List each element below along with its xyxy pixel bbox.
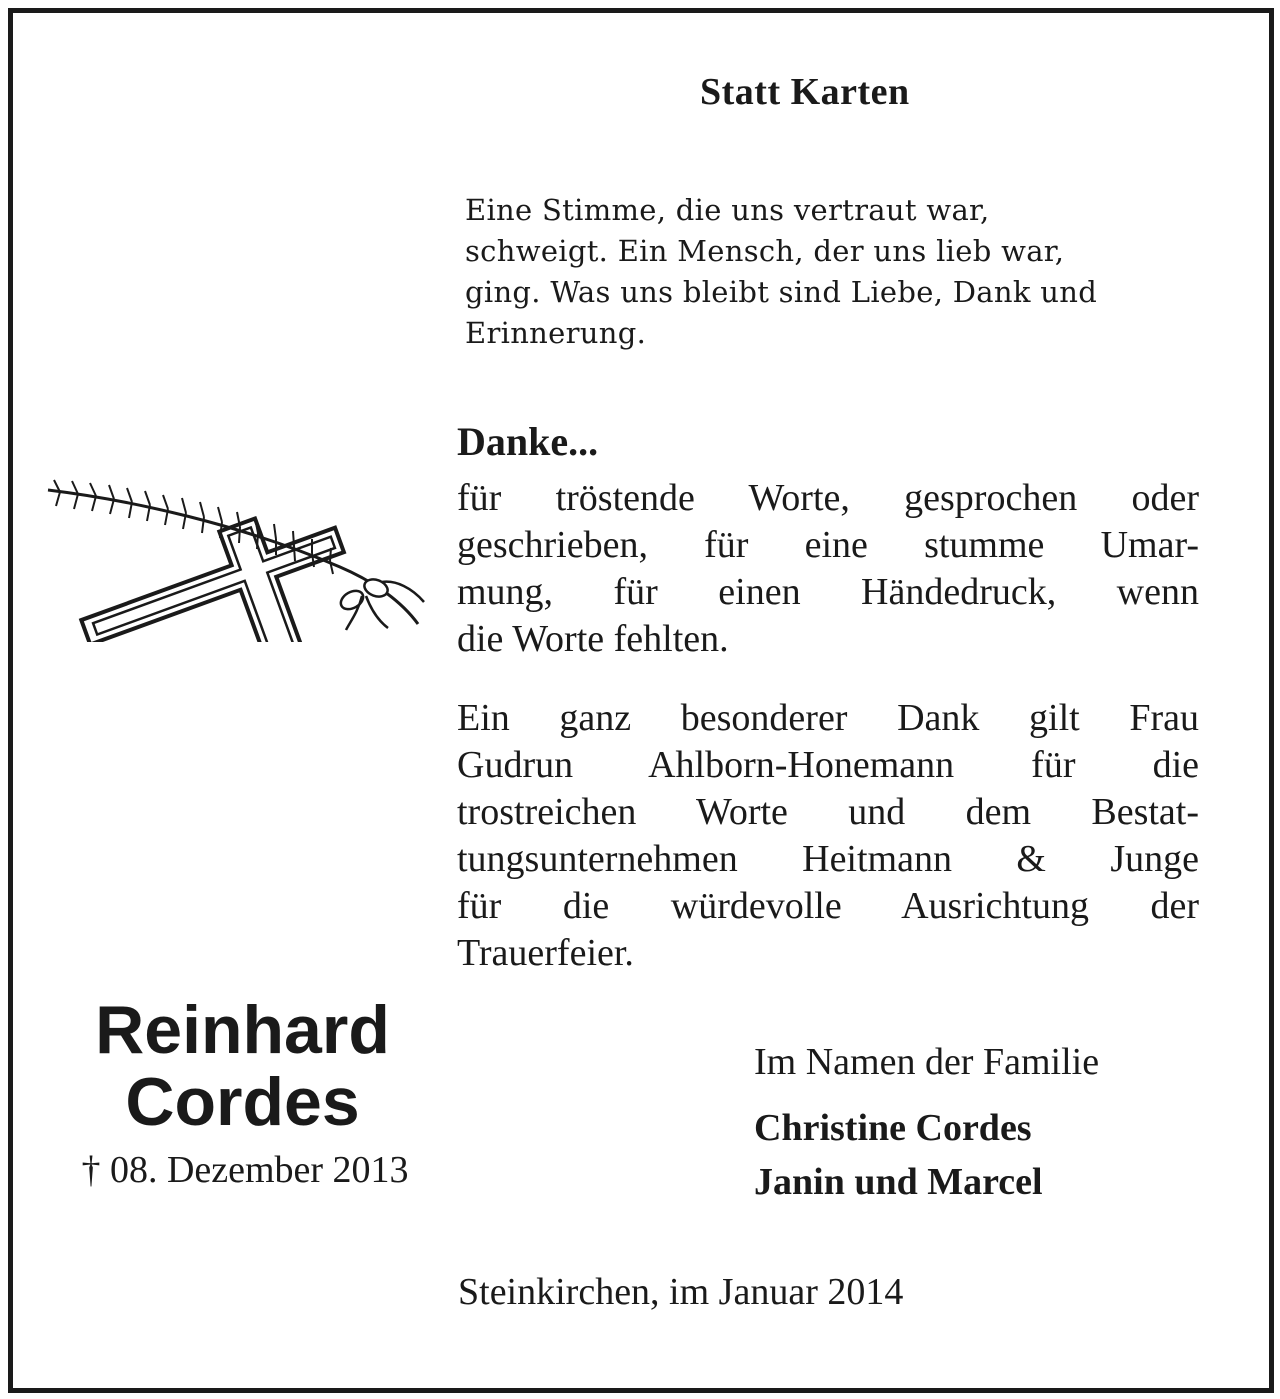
thanks-paragraph-1: [457, 475, 1199, 663]
poem-line: schweigt. Ein Mensch, der uns lieb war,: [465, 234, 1065, 268]
deceased-first-name: Reinhard: [95, 992, 390, 1068]
paragraph-line: Ein ganz besonderer Dank gilt Frau: [457, 697, 1199, 739]
deceased-last-name: Cordes: [125, 1064, 360, 1140]
cross-with-palm-branch-icon: [40, 462, 445, 642]
paragraph-line: Trauerfeier.: [457, 932, 634, 974]
notice-title: Statt Karten: [700, 71, 910, 113]
place-and-date: Steinkirchen, im Januar 2014: [458, 1271, 904, 1313]
paragraph-line: für tröstende Worte, gesprochen oder: [457, 477, 1199, 519]
ribbon-bow: [338, 576, 424, 630]
paragraph-line: tungsunternehmen Heitmann & Junge: [457, 838, 1199, 880]
thanks-paragraph-2: [457, 695, 1199, 977]
poem-line: Eine Stimme, die uns vertraut war,: [465, 193, 990, 227]
paragraph-line: mung, für einen Händedruck, wenn: [457, 571, 1199, 613]
family-member-name: Janin und Marcel: [754, 1161, 1043, 1203]
paragraph-line: für die würdevolle Ausrichtung der: [457, 885, 1199, 927]
family-intro: Im Namen der Familie: [754, 1041, 1100, 1083]
paragraph-line: geschrieben, für eine stumme Umar-: [457, 524, 1199, 566]
poem-block: [465, 190, 1210, 354]
poem-line: ging. Was uns bleibt sind Liebe, Dank und: [465, 275, 1098, 309]
paragraph-line: trostreichen Worte und dem Bestat-: [457, 791, 1199, 833]
poem-line: Erinnerung.: [465, 316, 647, 350]
thanks-heading: Danke...: [457, 419, 599, 464]
family-member-name: Christine Cordes: [754, 1107, 1032, 1149]
paragraph-line: Gudrun Ahlborn-Honemann für die: [457, 744, 1199, 786]
paragraph-line: die Worte fehlten.: [457, 618, 729, 660]
death-date: † 08. Dezember 2013: [81, 1149, 409, 1191]
